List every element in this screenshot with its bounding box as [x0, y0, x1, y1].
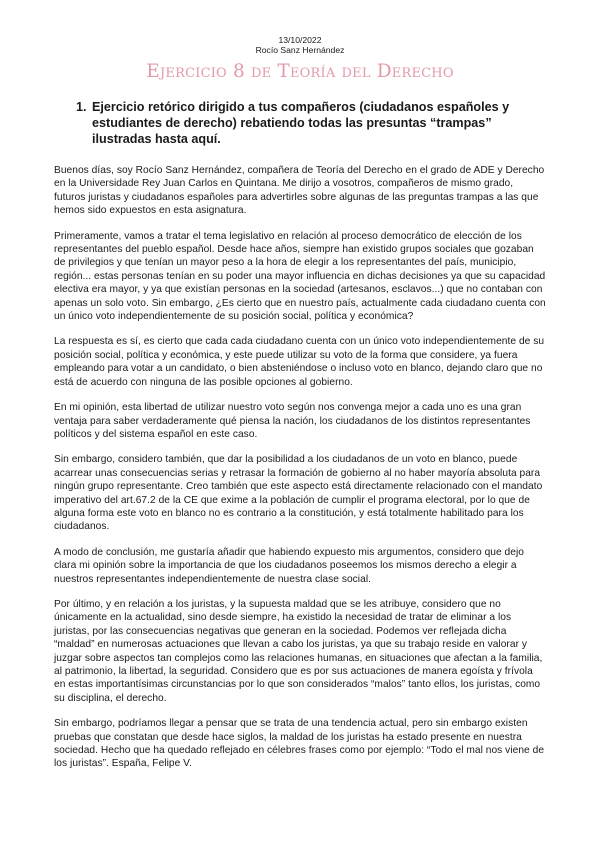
paragraph-opinion: En mi opinión, esta libertad de utilizar nuestro voto según nos convenga mejor a cada uno es una gran ventaja para saber verdaderamente qué piensa la nación, los ciudadanos de los distintos representantes políticos y del sistema español en este caso. — [54, 402, 531, 440]
paragraph-history: Sin embargo, podríamos llegar a pensar que se trata de una tendencia actual, pero sin embargo existen pruebas que constatan que desde hace siglos, la maldad de los juristas ha estado presente en nuestra sociedad. Hecho que ha quedado reflejado en célebres frases como por ejemplo: “Todo el mal nos viene de los juristas”. España, Felipe V. — [54, 718, 545, 770]
header-date: 13/10/2022 — [278, 35, 322, 45]
task-number: 1. — [76, 100, 87, 114]
task-text: Ejercicio retórico dirigido a tus compañeros (ciudadanos españoles y estudiantes de derecho) rebatiendo todas las presuntas “trampas” ilustradas hasta aquí. — [92, 100, 510, 146]
header-author: Rocío Sanz Hernández — [255, 45, 345, 55]
paragraph-intro: Buenos días, soy Rocío Sanz Hernández, compañera de Teoría del Derecho en el grado de ADE y Derecho en la Universidade Rey Juan Carlos en Quintana. Me dirijo a vosotros, compañeros de mismo grado, futuros juristas y ciudadanos españoles para advertirles sobre algunas de las preguntas trampas a las que hemos sido expuestos en esta asignatura. — [54, 165, 545, 217]
paragraph-legislative: Primeramente, vamos a tratar el tema legislativo en relación al proceso democrático de elección de los representantes del pueblo español. Desde hace años, siempre han existido grupos sociales que gozaban de privilegios y que tenían un mayor peso a la hora de elegir a los representantes del país, municipio, región... estas personas tenían en su poder una mayor influencia en dichas decisiones ya que su capacidad electiva era mayor, y ya que existían personas en la sociedad (artesanos, esclavos...) que no contaban con apenas un solo voto. Sin embargo, ¿Es cierto que en nuestro país, actualmente cada ciudadano cuenta con un único voto independientemente de su posición social, política y económica? — [54, 230, 546, 323]
document-header — [54, 0, 546, 55]
document-title: Ejercicio 8 de Teoría del Derecho — [146, 61, 454, 82]
paragraph-jurists: Por último, y en relación a los juristas, y la supuesta maldad que se les atribuye, considero que no únicamente en la actualidad, sino desde siempre, ha existido la necesidad de tratar de eliminar a los juristas, por las consecuencias negativas que generan en la sociedad. Podemos ver reflejada dicha “maldad” en numerosas actuaciones que llevan a cabo los juristas, ya que su trabajo reside en valorar y juzgar sobre aspectos tan complejos como las relaciones humanas, en situaciones que afectan a la familia, al patrimonio, la libertad, la seguridad. Considero que es por sus actuaciones de manera egoísta y frívola en estas importantísimas circunstancias por lo que son considerados “malos” tanto ellos, los juristas, como su disciplina, el derecho. — [54, 598, 543, 704]
paragraph-answer: La respuesta es sí, es cierto que cada cada ciudadano cuenta con un único voto independientemente de su posición social, política y económica, y este puede utilizar su voto de la forma que considere, ya fuera empleando para votar a un candidato, o bien absteniéndose o incluso voto en blanco, dejando claro que no está de acuerdo con ninguna de las posible opciones al gobierno. — [54, 336, 545, 388]
paragraph-blank-vote: Sin embargo, considero también, que dar la posibilidad a los ciudadanos de un voto en blanco, puede acarrear unas consecuencias serias y retrasar la formación de gobierno al no haber mayoría absoluta para ningún grupo representante. Creo también que este aspecto está directamente relacionado con el mandato imperativo del art.67.2 de la CE que exime a la población de cumplir el programa electoral, por lo que de alguna forma este voto en blanco no es contrario a la constitución, y está totalmente habilitado para los ciudadanos. — [54, 454, 543, 533]
task-statement — [54, 99, 546, 147]
paragraph-conclusion: A modo de conclusión, me gustaría añadir que habiendo expuesto mis argumentos, considero que dejo clara mi opinión sobre la importancia de que los ciudadanos poseemos los mismos derecho a elegir a nuestros representantes independientemente de nuestra clase social. — [54, 546, 524, 585]
